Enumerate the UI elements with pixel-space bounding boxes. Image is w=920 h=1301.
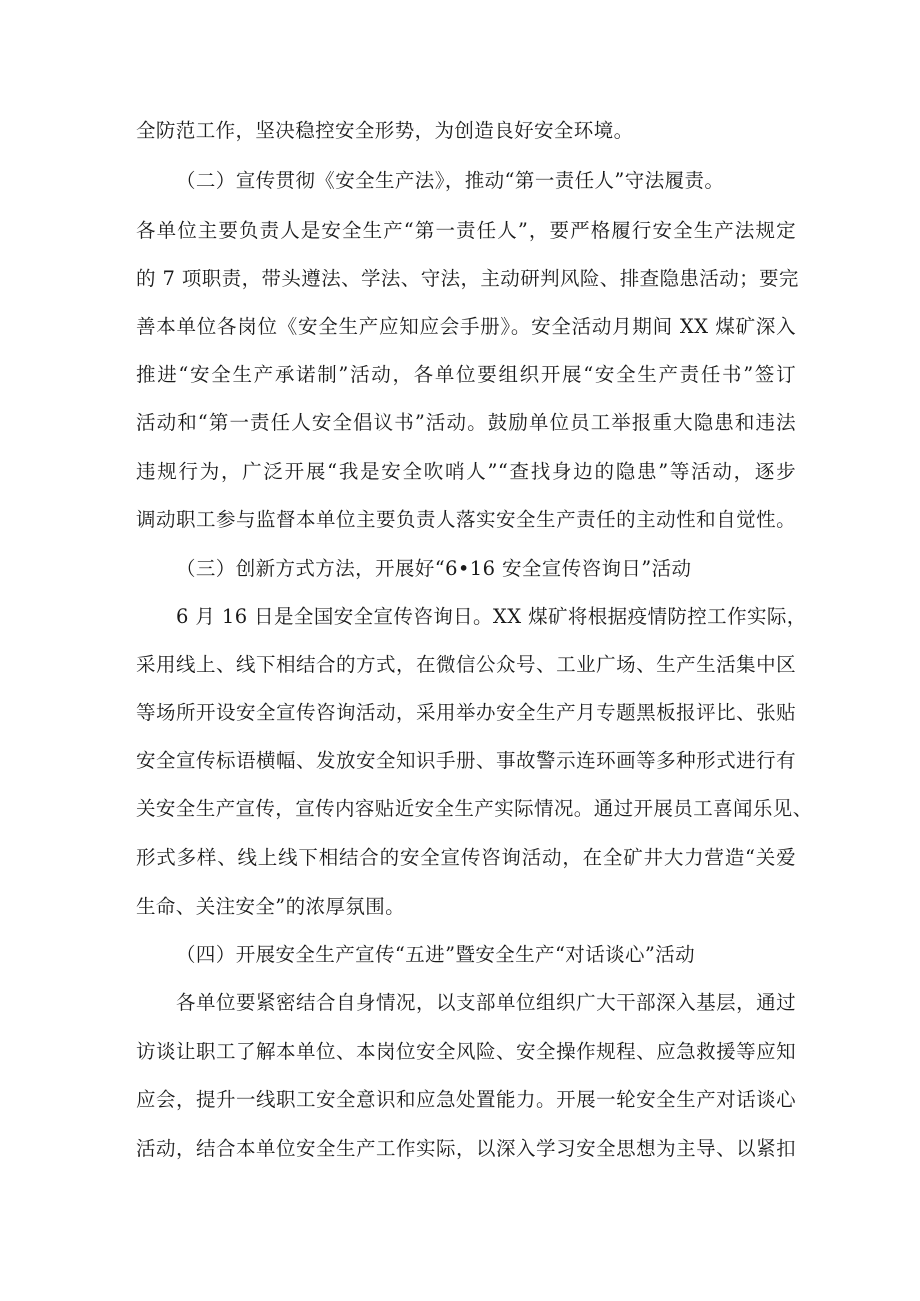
section-heading-4: （四）开展安全生产宣传“五进”暨安全生产“对话谈心”活动 xyxy=(176,943,696,966)
paragraph-line: 活动，结合本单位安全生产工作实际，以深入学习安全思想为主导、以紧扣 xyxy=(136,1137,796,1160)
paragraph-line: 善本单位各岗位《安全生产应知应会手册》。安全活动月期间 XX 煤矿深入 xyxy=(136,315,796,338)
paragraph-line: 关安全生产宣传，宣传内容贴近安全生产实际情况。通过开展员工喜闻乐见、 xyxy=(136,797,813,820)
paragraph-line: 全防范工作，坚决稳控安全形势，为创造良好安全环境。 xyxy=(136,119,634,142)
paragraph-line: 违规行为，广泛开展“我是安全吹哨人”“查找身边的隐患”等活动，逐步 xyxy=(136,460,796,483)
paragraph-line: 应会，提升一线职工安全意识和应急处置能力。开展一轮安全生产对话谈心 xyxy=(136,1088,796,1111)
paragraph-line: 形式多样、线上线下相结合的安全宣传咨询活动，在全矿井大力营造“关爱 xyxy=(136,846,796,869)
paragraph-line: 各单位主要负责人是安全生产“第一责任人”，要严格履行安全生产法规定 xyxy=(136,219,796,242)
paragraph-line: 的 7 项职责，带头遵法、学法、守法，主动研判风险、排查隐患活动；要完 xyxy=(136,267,799,290)
paragraph-line: 等场所开设安全宣传咨询活动，采用举办安全生产月专题黑板报评比、张贴 xyxy=(136,701,796,724)
paragraph-line: 采用线上、线下相结合的方式，在微信公众号、工业广场、生产生活集中区 xyxy=(136,653,796,676)
paragraph-line: 安全宣传标语横幅、发放安全知识手册、事故警示连环画等多种形式进行有 xyxy=(136,749,796,772)
section-heading-2: （二）宣传贯彻《安全生产法》，推动“第一责任人”守法履责。 xyxy=(176,169,725,192)
paragraph-line: 活动和“第一责任人安全倡议书”活动。鼓励单位员工举报重大隐患和违法 xyxy=(136,411,796,434)
paragraph-line: 调动职工参与监督本单位主要负责人落实安全生产责任的主动性和自觉性。 xyxy=(136,508,796,531)
paragraph-line: 推进“安全生产承诺制”活动，各单位要组织开展“安全生产责任书”签订 xyxy=(136,363,796,386)
section-heading-3: （三）创新方式方法，开展好“6•16 安全宣传咨询日”活动 xyxy=(176,557,692,580)
paragraph-first-line: 6 月 16 日是全国安全宣传咨询日。XX 煤矿将根据疫情防控工作实际， xyxy=(176,605,807,628)
paragraph-first-line: 各单位要紧密结合自身情况，以支部单位组织广大干部深入基层，通过 xyxy=(176,991,796,1014)
paragraph-line: 访谈让职工了解本单位、本岗位安全风险、安全操作规程、应急救援等应知 xyxy=(136,1040,796,1063)
paragraph-line: 生命、关注安全”的浓厚氛围。 xyxy=(136,895,406,918)
